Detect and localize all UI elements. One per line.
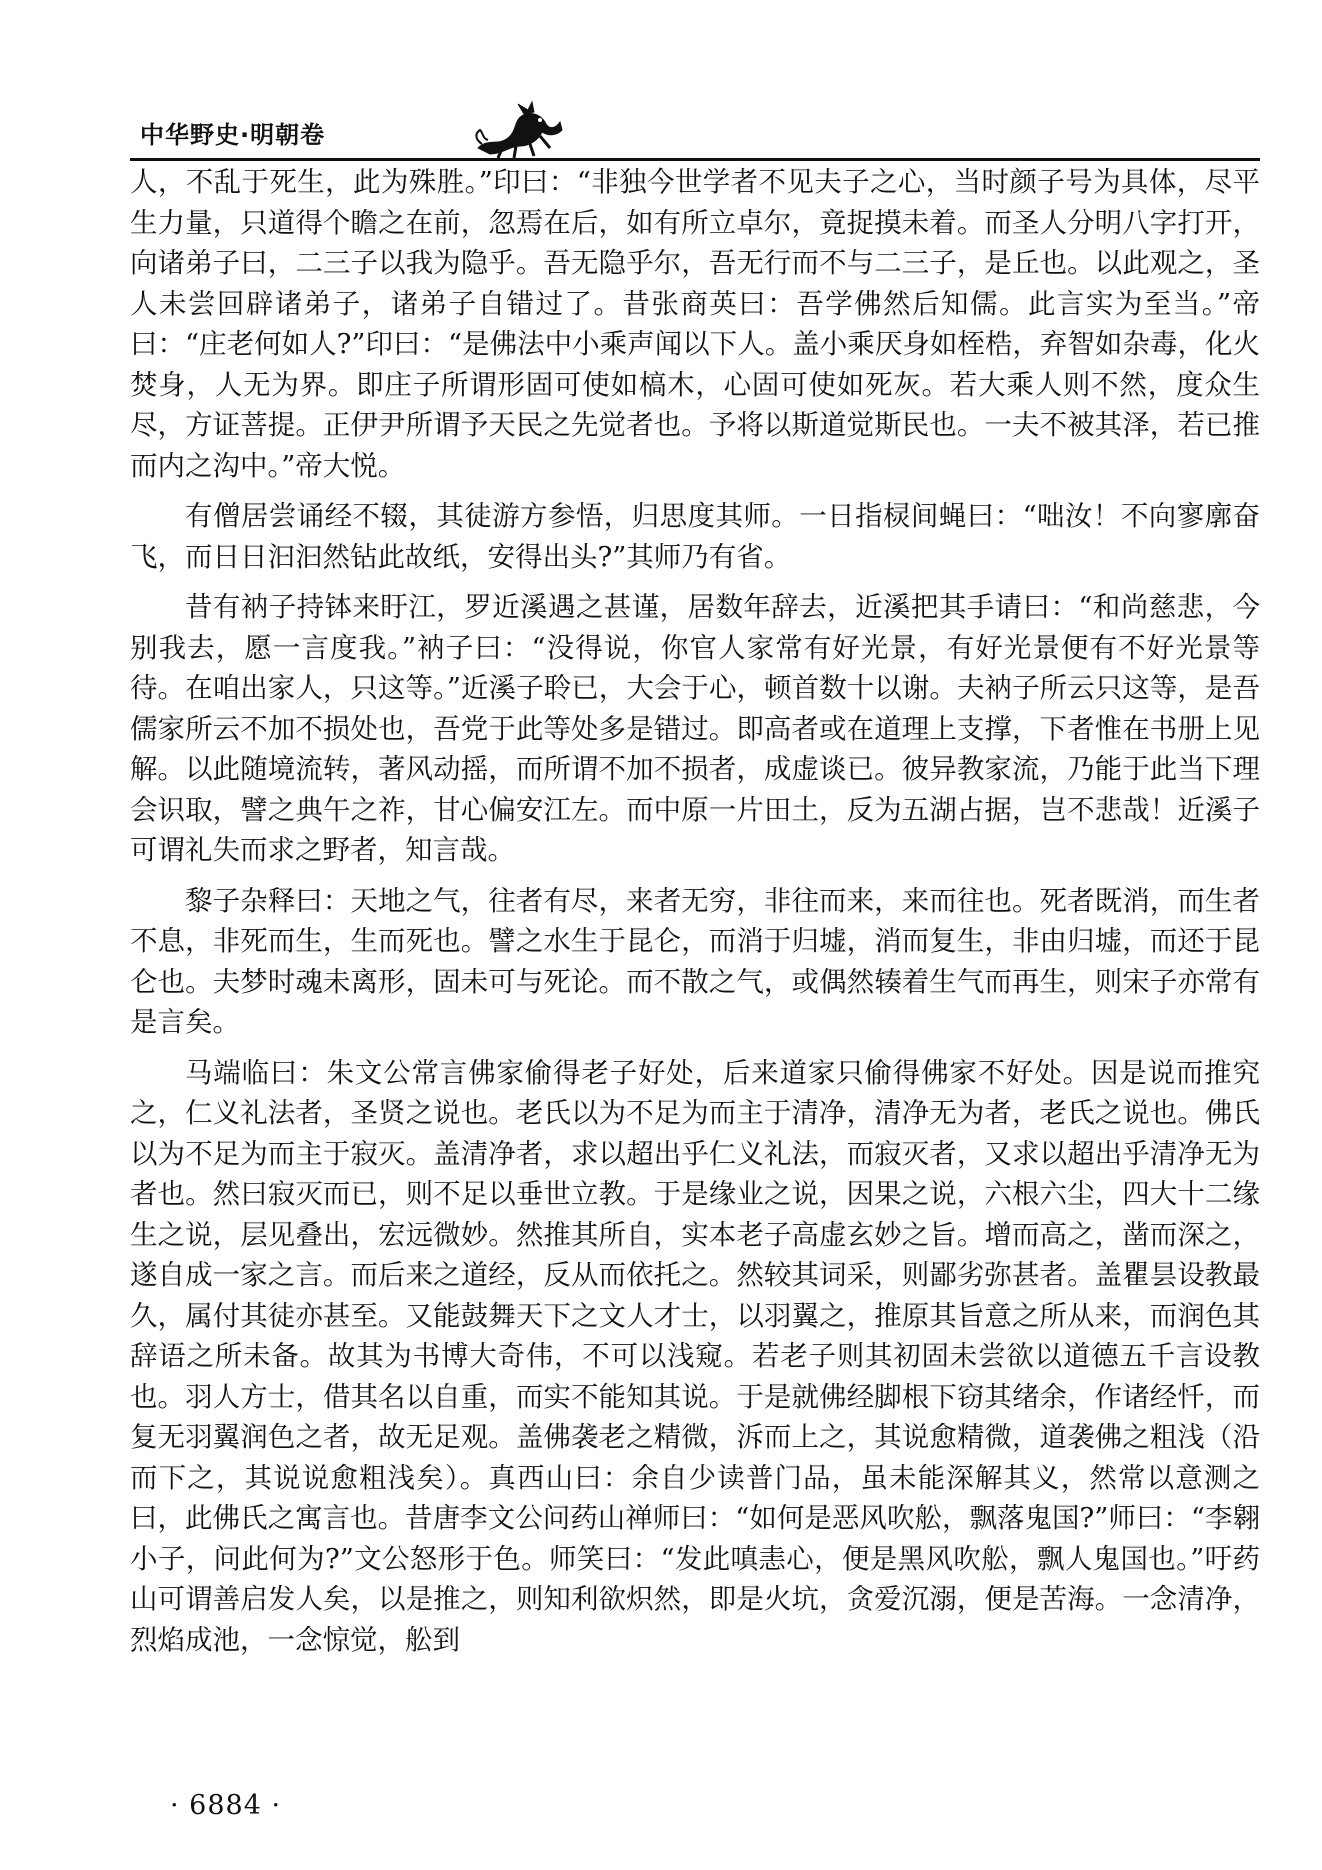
body-text <box>130 162 1260 1670</box>
book-title: 中华野史·明朝卷 <box>140 121 326 149</box>
paragraph: 马端临曰：朱文公常言佛家偷得老子好处，后来道家只偷得佛家不好处。因是说而推究之，仁义礼法者，圣贤之说也。老氏以为不足为而主于清净，清净无为者，老氏之说也。佛氏以为不足为而主于寂灭。盖清净者，求以超出乎仁义礼法，而寂灭者，又求以超出乎清净无为者也。然曰寂灭而已，则不足以垂世立教。于是缘业之说，因果之说，六根六尘，四大十二缘生之说，层见叠出，宏远微妙。然推其所自，实本老子高虚玄妙之旨。增而高之，凿而深之，遂自成一家之言。而后来之道经，反从而依托之。然较其词采，则鄙劣弥甚者。盖瞿昙设教最久，属付其徒亦甚至。又能鼓舞天下之文人才士，以羽翼之，推原其旨意之所从来，而润色其辞语之所未备。故其为书博大奇伟，不可以浅窥。若老子则其初固未尝欲以道德五千言设教也。羽人方士，借其名以自重，而实不能知其说。于是就佛经脚根下窃其绪余，作诸经忏，而复无羽翼润色之者，故无足观。盖佛袭老之精微，泝而上之，其说愈精微，道袭佛之粗浅（沿而下之，其说说愈粗浅矣）。真西山曰：余自少读普门品，虽未能深解其义，然常以意测之曰，此佛氏之寓言也。昔唐李文公问药山禅师曰：“如何是恶风吹舩，飘落鬼国?”师曰：“李翱小子，问此何为?”文公怒形于色。师笑曰：“发此嗔恚心，便是黑风吹舩，飘人鬼国也。”吁药山可谓善启发人矣，以是推之，则知利欲炽然，即是火坑，贪爱沉溺，便是苦海。一念清净，烈焰成池，一念惊觉，舩到 <box>130 1056 1260 1656</box>
paragraph: 黎子杂释曰：天地之气，往者有尽，来者无穷，非往而来，来而往也。死者既消，而生者不息，非死而生，生而死也。譬之水生于昆仑，而消于归墟，消而复生，非由归墟，而还于昆仑也。夫梦时魂未离形，固未可与死论。而不散之气，或偶然辏着生气而再生，则宋子亦常有是言矣。 <box>130 884 1260 1038</box>
paragraph: 有僧居尝诵经不辍，其徒游方参悟，归思度其师。一日指棂间蝇曰：“咄汝！不向寥廓奋飞，而日日汩汩然钻此故纸，安得出头?”其师乃有省。 <box>130 500 1260 573</box>
paragraph: 人，不乱于死生，此为殊胜。”印曰：“非独今世学者不见夫子之心，当时颜子号为具体，尽平生力量，只道得个瞻之在前，忽焉在后，如有所立卓尔，竟捉摸未着。而圣人分明八字打开，向诸弟子曰，二三子以我为隐乎。吾无隐乎尔，吾无行而不与二三子，是丘也。以此观之，圣人未尝回辟诸弟子，诸弟子自错过了。昔张商英曰：吾学佛然后知儒。此言实为至当。”帝曰：“庄老何如人?”印曰：“是佛法中小乘声闻以下人。盖小乘厌身如桎梏，弃智如杂毒，化火焚身，人无为界。即庄子所谓形固可使如槁木，心固可使如死灰。若大乘人则不然，度众生尽，方证菩提。正伊尹所谓予天民之先觉者也。予将以斯道觉斯民也。一夫不被其泽，若已推而内之沟中。”帝大悦。 <box>130 166 1260 482</box>
page-number: · 6884 · <box>170 1790 282 1821</box>
dragon-emblem-icon <box>468 100 568 160</box>
page-header <box>130 100 1260 150</box>
header-rule <box>130 158 1260 161</box>
paragraph: 昔有衲子持钵来盱江，罗近溪遇之甚谨，居数年辞去，近溪把其手请曰：“和尚慈悲，今别我去，愿一言度我。”衲子曰：“没得说，你官人家常有好光景，有好光景便有不好光景等待。在咱出家人，只这等。”近溪子聆已，大会于心，顿首数十以谢。夫衲子所云只这等，是吾儒家所云不加不损处也，吾党于此等处多是错过。即高者或在道理上支撑，下者惟在书册上见解。以此随境流转，著风动摇，而所谓不加不损者，成虚谈已。彼异教家流，乃能于此当下理会识取，譬之典午之祚，甘心偏安江左。而中原一片田土，反为五湖占据，岂不悲哉！近溪子可谓礼失而求之野者，知言哉。 <box>130 591 1260 866</box>
